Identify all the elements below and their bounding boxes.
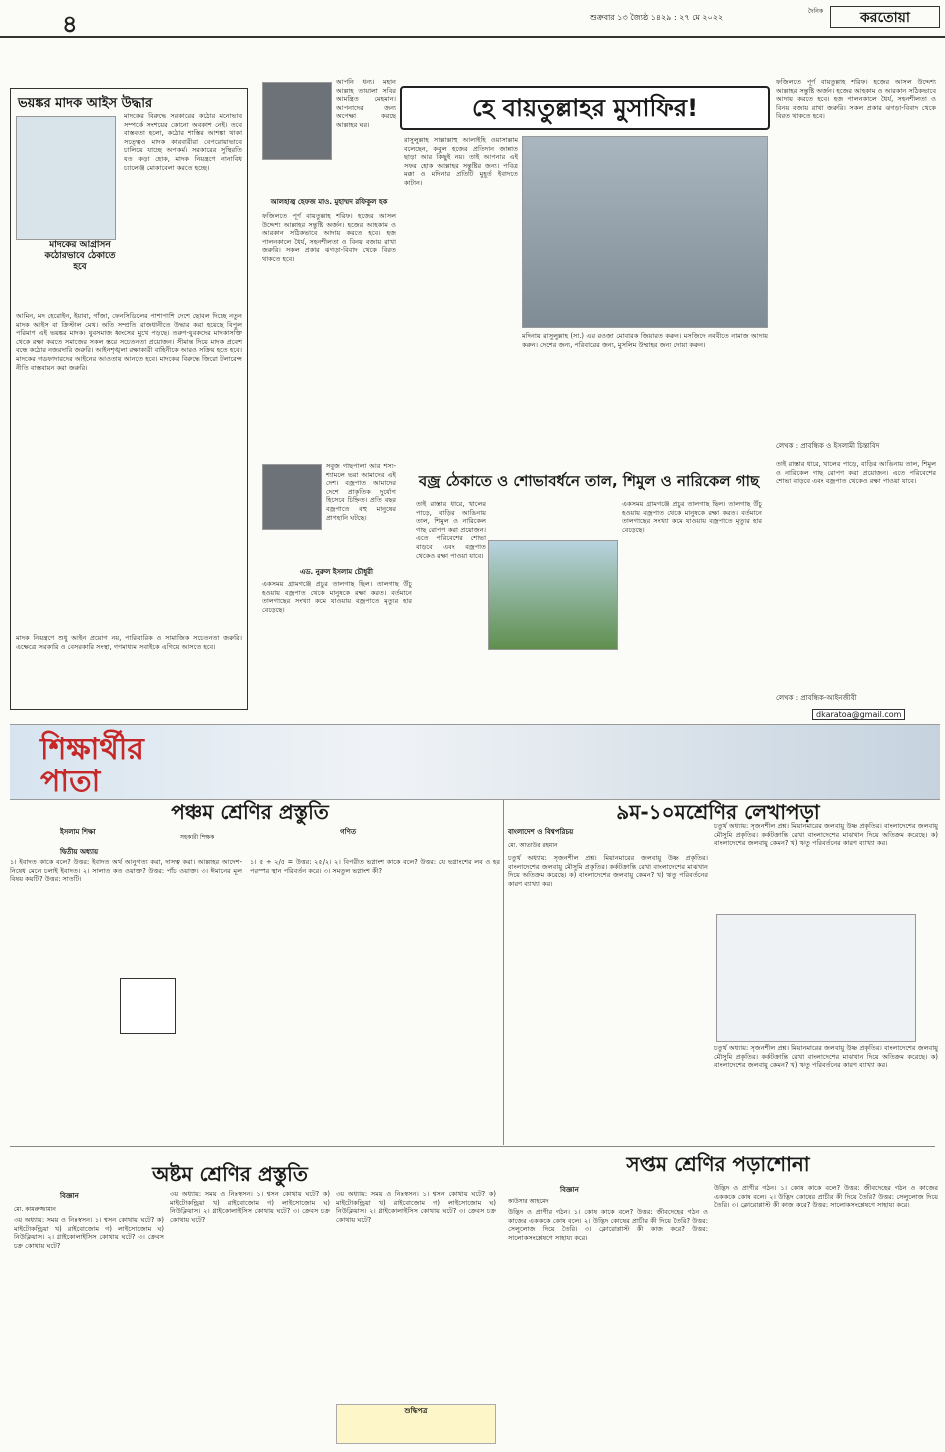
class9-subject: বাংলাদেশ ও বিশ্বপরিচয় [508, 828, 574, 836]
hajj-body-middle: রাসুলুল্লাহ সাল্লাল্লাহু আলাইহি ওয়াসাল্লাম বলেছেন, কবুল হজের প্রতিদান জান্নাত ছাড়া আর কিছুই নয়। তাই আপনার এই সফর হোক আল্লাহর সন্তুষ্টির জন্য। পবিত্র মক্কা ও মদিনার প্রতিটি মুহূর্ত ইবাদতে কাটান। [404, 136, 518, 187]
tree-photo [488, 540, 618, 650]
section-divider [10, 1146, 935, 1147]
hajj-body-right: ফজিলতে পূর্ণ বায়তুল্লাহ শরিফ। হজের আসল উদ্দেশ্য আল্লাহর সন্তুষ্টি অর্জন। হজের আহকাম ও আরকান সঠিকভাবে আদায় করতে হবে। হজ পালনকালে ধৈর্য, সহনশীলতা ও বিনয় বজায় রাখা জরুরি। সকল প্রকার ঝগড়া-বিবাদ থেকে বিরত থাকতে হবে। [776, 78, 936, 121]
class5-teacher: সহকারী শিক্ষক [180, 834, 215, 841]
class5-subject-math: গণিত [340, 828, 357, 836]
class7-text-left: উদ্ভিদ ও প্রাণীর গঠন। ১। কোষ কাকে বলে? উত্তর: জীবদেহের গঠন ও কাজের একককে কোষ বলে। ২। উদ্ভিদ কোষের প্রাচীর কী দিয়ে তৈরি? উত্তর: সেলুলোজ দিয়ে তৈরি। ৩। ক্লোরোপ্লাস্ট কী কাজ করে? উত্তর: সালোকসংশ্লেষণে সাহায্য করে। [508, 1208, 708, 1242]
newspaper-brand: করতোয়া [830, 6, 940, 28]
class5-heading: পঞ্চম শ্রেণির প্রস্তুতি [171, 800, 329, 824]
class7-teacher: কাউসার আহমেদ [508, 1198, 549, 1205]
hajj-headline: হে বায়তুল্লাহর মুসাফির! [400, 86, 770, 130]
class8-heading: অষ্টম শ্রেণির প্রস্তুতি [152, 1162, 308, 1186]
hajj-body-bottom: মদিনায় রাসুলুল্লাহ (সা.) এর রওজা মোবারক জিয়ারত করুন। মসজিদে নববীতে নামাজ আদায় করুন। দেশের জন্য, পরিবারের জন্য, মুসলিম উম্মাহর জন্য দোয়া করুন। [522, 332, 768, 349]
page-header [0, 0, 945, 38]
drug-photo [16, 116, 116, 240]
class9-teacher: মো. আতাউর রহমান [508, 842, 558, 849]
date-line: শুক্রবার ১৩ জ্যৈষ্ঠ ১৪২৯ : ২৭ মে ২০২২ [590, 13, 724, 22]
class5-math-text: ১। ৫ ÷ ২/৫ = উত্তর: ২৫/২। ২। বিপরীত ভগ্নাংশ কাকে বলে? উত্তর: যে ভগ্নাংশের লব ও হর পরস্পর স্থান পরিবর্তন করে। ৩। সমতুল ভগ্নাংশ কী? [250, 858, 500, 875]
tree-intro: সবুজ গাছপালা আর শস্য-শ্যামলে ভরা আমাদের এই দেশ। বজ্রপাত আমাদের দেশে প্রাকৃতিক দুর্যোগ হিসেবে চিহ্নিত। প্রতি বছর বজ্রপাতে বহু মানুষের প্রাণহানি ঘটছে। [326, 462, 396, 522]
class9-heading: ৯ম-১০মশ্রেণির লেখাপড়া [616, 800, 820, 824]
class7-heading: সপ্তম শ্রেণির পড়াশোনা [626, 1152, 810, 1176]
tree-body-2: তাই রাস্তার ধারে, খালের পাড়ে, বাড়ির আঙিনায় তাল, শিমুল ও নারিকেল গাছ রোপণ করা প্রয়োজন। এতে পরিবেশের শোভা বাড়বে এবং বজ্রপাত থেকেও রক্ষা পাওয়া যাবে। [416, 500, 486, 560]
tree-headline: বজ্র ঠেকাতে ও শোভাবর্ধনে তাল, শিমুল ও নারিকেল গাছ [418, 472, 760, 490]
class9-text-left: চতুর্থ অধ্যায়: সৃজনশীল প্রশ্ন। মিয়ানমারের জলবায়ু উষ্ণ প্রকৃতির। বাংলাদেশের জলবায়ু মৌসুমি প্রকৃতির। কর্কটক্রান্তি রেখা বাংলাদেশের মাঝখান দিয়ে অতিক্রম করেছে। ক) বাংলাদেশের জলবায়ু কেমন? খ) ঋতু পরিবর্তনের কারণ ব্যাখ্যা কর। [508, 854, 708, 888]
tree-author: এড. নুরুল ইসলাম চৌধুরী [300, 568, 374, 576]
class5-subject-islam: ইসলাম শিক্ষা [60, 828, 96, 836]
class7-text-right: উদ্ভিদ ও প্রাণীর গঠন। ১। কোষ কাকে বলে? উত্তর: জীবদেহের গঠন ও কাজের একককে কোষ বলে। ২। উদ্ভিদ কোষের প্রাচীর কী দিয়ে তৈরি? উত্তর: সেলুলোজ দিয়ে তৈরি। ৩। ক্লোরোপ্লাস্ট কী কাজ করে? উত্তর: সালোকসংশ্লেষণে সাহায্য করে। [714, 1184, 938, 1210]
correction-title: শুদ্ধিপত্র [404, 1407, 428, 1415]
drug-article-title: ভয়ঙ্কর মাদক আইস উদ্ধার [18, 96, 153, 111]
class8-text-3: ৩য় অধ্যায়: সময় ও নিঃস্বসন। ১। শ্বসন কোথায় ঘটে? ক) মাইটোকন্ড্রিয়া খ) রাইবোজোম গ) লাইসোজোম ঘ) নিউক্লিয়াস। ২। গ্লাইকোলাইসিস কোথায় ঘটে? ৩। ক্রেবস চক্র কোথায় ঘটে? [336, 1190, 496, 1224]
author-photo [262, 82, 332, 160]
class7-subject: বিজ্ঞান [560, 1186, 579, 1194]
students-page-title: শিক্ষার্থীর পাতা [40, 732, 144, 799]
hajj-author: আলহাজ্ব হেফজ মাও. মুহাম্মদ রফিকুল হক [270, 198, 388, 206]
class8-teacher: মো. কামরুজ্জামান [14, 1206, 56, 1213]
tree-body-1: একসময় গ্রামগঞ্জে প্রচুর তালগাছ ছিল। তালগাছ উঁচু হওয়ায় বজ্রপাত থেকে মানুষকে রক্ষা করত। বর্তমানে তালগাছের সংখ্যা কমে যাওয়ায় বজ্রপাতে মৃত্যুর হার বেড়েছে। [262, 580, 412, 614]
brand-small: দৈনিক [808, 8, 824, 15]
tree-closing: লেখক : প্রাবন্ধিক-আইনজীবী [776, 694, 857, 702]
tree-body-3: একসময় গ্রামগঞ্জে প্রচুর তালগাছ ছিল। তালগাছ উঁচু হওয়ায় বজ্রপাত থেকে মানুষকে রক্ষা করত। বর্তমানে তালগাছের সংখ্যা কমে যাওয়ায় বজ্রপাতে মৃত্যুর হার বেড়েছে। [622, 500, 762, 534]
tree-body-4: তাই রাস্তার ধারে, খালের পাড়ে, বাড়ির আঙিনায় তাল, শিমুল ও নারিকেল গাছ রোপণ করা প্রয়োজন। এতে পরিবেশের শোভা বাড়বে এবং বজ্রপাত থেকেও রক্ষা পাওয়া যাবে। [776, 460, 936, 486]
class9-text-right: চতুর্থ অধ্যায়: সৃজনশীল প্রশ্ন। মিয়ানমারের জলবায়ু উষ্ণ প্রকৃতির। বাংলাদেশের জলবায়ু মৌসুমি প্রকৃতির। কর্কটক্রান্তি রেখা বাংলাদেশের মাঝখান দিয়ে অতিক্রম করেছে। ক) বাংলাদেশের জলবায়ু কেমন? খ) ঋতু পরিবর্তনের কারণ ব্যাখ্যা কর। [714, 822, 938, 848]
calligraphy-image [120, 978, 176, 1034]
column-divider [503, 800, 504, 1145]
section-logo [0, 0, 60, 40]
class9-text-bottom: চতুর্থ অধ্যায়: সৃজনশীল প্রশ্ন। মিয়ানমারের জলবায়ু উষ্ণ প্রকৃতির। বাংলাদেশের জলবায়ু মৌসুমি প্রকৃতির। কর্কটক্রান্তি রেখা বাংলাদেশের মাঝখান দিয়ে অতিক্রম করেছে। ক) বাংলাদেশের জলবায়ু কেমন? খ) ঋতু পরিবর্তনের কারণ ব্যাখ্যা কর। [714, 1044, 938, 1070]
hajj-photo [522, 136, 768, 328]
drug-para-1: মাদকের বিরুদ্ধে সরকারের কঠোর মনোভাব সম্পর্কে সংশয়ের কোনো অবকাশ নেই। তবে বাস্তবতা হলো, কঠোর শাস্তির আশঙ্কা থাকা সত্ত্বেও মাদক কারবারীরা বেপরোয়াভাবে চালিয়ে যাচ্ছে অপকর্ম। সরকারের সুস্থিরতি যত কড়া হোক, মাদক নিয়ন্ত্রণে নানাবিধ চ্যালেঞ্জ মোকাবেলা করতে হচ্ছে। [124, 112, 242, 172]
class8-text-1: ৩য় অধ্যায়: সময় ও নিঃস্বসন। ১। শ্বসন কোথায় ঘটে? ক) মাইটোকন্ড্রিয়া খ) রাইবোজোম গ) লাইসোজোম ঘ) নিউক্লিয়াস। ২। গ্লাইকোলাইসিস কোথায় ঘটে? ৩। ক্রেবস চক্র কোথায় ঘটে? [14, 1216, 164, 1250]
hajj-body-left: ফজিলতে পূর্ণ বায়তুল্লাহ শরিফ। হজের আসল উদ্দেশ্য আল্লাহর সন্তুষ্টি অর্জন। হজের আহকাম ও আরকান সঠিকভাবে আদায় করতে হবে। হজ পালনকালে ধৈর্য, সহনশীলতা ও বিনয় বজায় রাখা জরুরি। সকল প্রকার ঝগড়া-বিবাদ থেকে বিরত থাকতে হবে। [262, 212, 396, 263]
class8-text-2: ৩য় অধ্যায়: সময় ও নিঃস্বসন। ১। শ্বসন কোথায় ঘটে? ক) মাইটোকন্ড্রিয়া খ) রাইবোজোম গ) লাইসোজোম ঘ) নিউক্লিয়াস। ২। গ্লাইকোলাইসিস কোথায় ঘটে? ৩। ক্রেবস চক্র কোথায় ঘটে? [170, 1190, 330, 1224]
hajj-closing: লেখক : প্রাবন্ধিক ও ইসলামী চিন্তাবিদ [776, 442, 880, 450]
class5-islam-text: ১। ইবাদত কাকে বলে? উত্তর: ইবাদত অর্থ আনুগত্য করা, দাসত্ব করা। আল্লাহর আদেশ-নিষেধ মেনে চলাই ইবাদত। ২। সালাত কত ওয়াক্ত? উত্তর: পাঁচ ওয়াক্ত। ৩। ঈমানের মূল বিষয় কয়টি? উত্তর: সাতটি। [10, 858, 242, 884]
drug-para-3: মাদক নিয়ন্ত্রণে শুধু আইন প্রয়োগ নয়, পারিবারিক ও সামাজিক সচেতনতা জরুরি। এক্ষেত্রে সরকারি ও বেসরকারি সংস্থা, গণমাধ্যম সবাইকে এগিয়ে আসতে হবে। [16, 634, 242, 651]
correction-box [336, 1404, 496, 1444]
hajj-intro: আপনি ধন্য। মহান আল্লাহ তায়ালা সবির আমন্ত্রিত মেহমান। আপনাদের জন্য অপেক্ষা করছে আল্লাহর ঘর। [336, 78, 396, 129]
email-label: dkaratoa@gmail.com [812, 709, 905, 720]
tree-author-photo [262, 464, 322, 530]
class8-subject: বিজ্ঞান [60, 1192, 79, 1200]
page-number: ৪ [62, 10, 78, 38]
drug-para-2: আমিন, মদ হেরোইন, ইয়াবা, গাঁজা, ফেনসিডিলের পাশাপাশি দেশে ছোবল দিচ্ছে নতুন মাদক আইস বা ক্রিস্টাল মেথ। অতি সম্প্রতি রাজধানীতে উদ্ধার করা হয়েছে বিপুল পরিমাণ এই ভয়ঙ্কর মাদক। যুবসমাজ ধ্বংসের মুখে পড়ছে। তরুণ-যুবকদের মাদকাসক্তি থেকে রক্ষা করতে সমাজের সকল স্তরে সচেতনতা প্রয়োজন। সীমান্ত দিয়ে মাদক প্রবেশ বন্ধে কঠোর নজরদারি জরুরি। আইনশৃঙ্খলা রক্ষাকারী বাহিনীকে আরও সক্রিয় হতে হবে। মাদকের গডফাদারদের আইনের আওতায় আনতে হবে। মাদকের বিরুদ্ধে জিরো টলারেন্স নীতি বাস্তবায়ন করা জরুরি। [16, 312, 242, 372]
class5-chapter: দ্বিতীয় অধ্যায় [60, 848, 99, 856]
drug-caption: মাদকের আগ্রাসন কঠোরভাবে ঠেকাতে হবে [44, 240, 116, 272]
class9-illustration [716, 914, 916, 1042]
